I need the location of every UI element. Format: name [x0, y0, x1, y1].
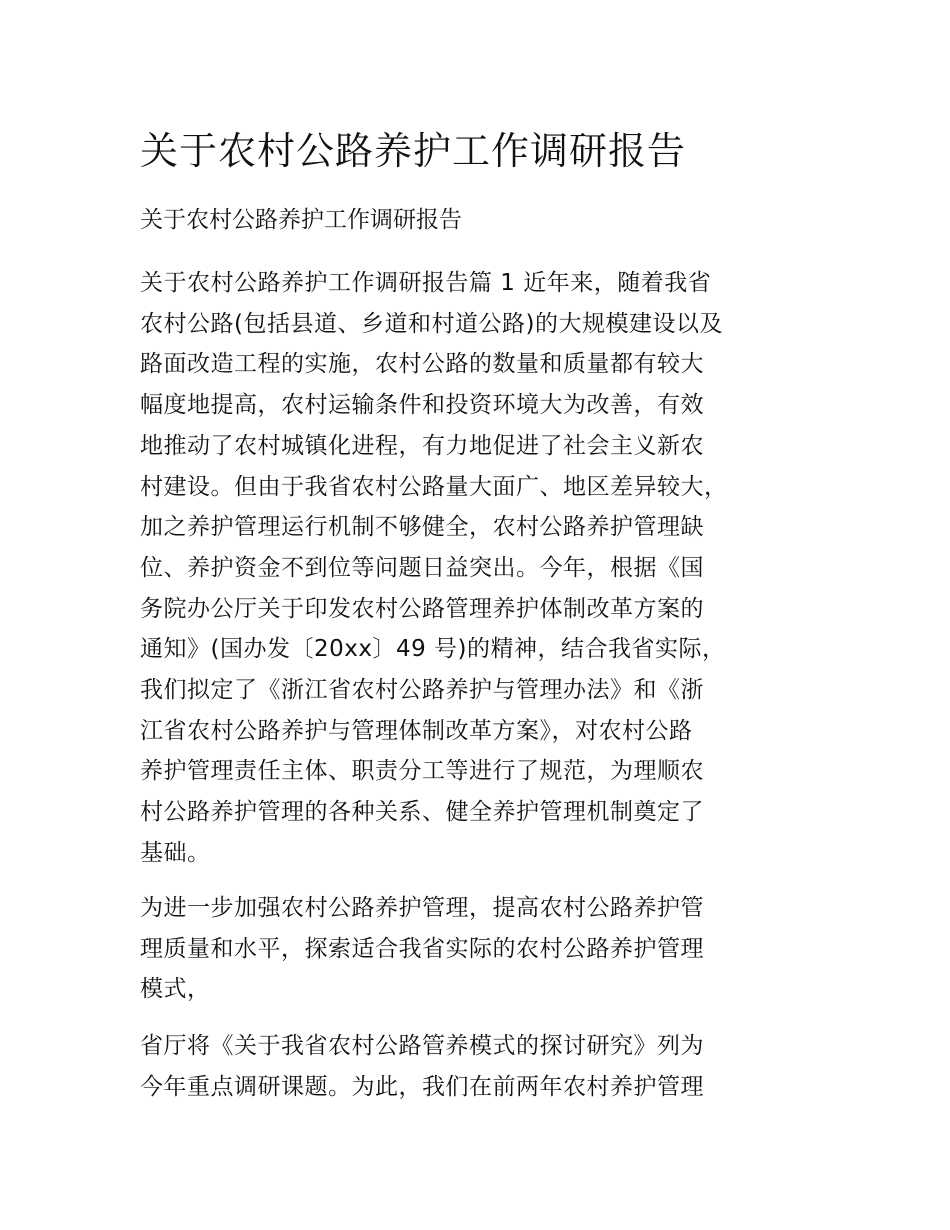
paragraph-line: 省厅将《关于我省农村公路管养模式的探讨研究》列为 [140, 1033, 704, 1059]
paragraph-line: 为进一步加强农村公路养护管理，提高农村公路养护管 [140, 895, 704, 921]
paragraph-line: 务院办公厅关于印发农村公路管理养护体制改革方案的 [140, 595, 704, 622]
paragraph-1 [140, 263, 728, 874]
paragraph-line: 村公路养护管理的各种关系、健全养护管理机制奠定了 [140, 799, 704, 826]
paragraph-line: 模式， [140, 976, 211, 1003]
paragraph-line: 农村公路(包括县道、乡道和村道公路)的大规模建设以及 [140, 310, 723, 337]
paragraph-2 [140, 888, 704, 1010]
paragraph-line: 理质量和水平，探索适合我省实际的农村公路养护管理 [140, 935, 704, 962]
paragraph-line: 路面改造工程的实施，农村公路的数量和质量都有较大 [140, 351, 704, 378]
paragraph-line: 基础。 [140, 839, 211, 866]
paragraph-line: 关于农村公路养护工作调研报告篇 1 近年来，随着我省 [140, 270, 712, 296]
paragraph-3 [140, 1026, 704, 1107]
paragraph-line: 我们拟定了《浙江省农村公路养护与管理办法》和《浙 [140, 677, 704, 704]
document-title: 关于农村公路养护工作调研报告 [140, 129, 687, 173]
paragraph-line: 幅度地提高，农村运输条件和投资环境大为改善，有效 [140, 392, 704, 419]
paragraph-line: 今年重点调研课题。为此，我们在前两年农村养护管理 [140, 1073, 704, 1100]
paragraph-line: 养护管理责任主体、职责分工等进行了规范，为理顺农 [140, 758, 704, 785]
paragraph-line: 位、养护资金不到位等问题日益突出。今年，根据《国 [140, 554, 704, 581]
paragraph-line: 村建设。但由于我省农村公路量大面广、地区差异较大， [140, 473, 728, 500]
paragraph-line: 加之养护管理运行机制不够健全，农村公路养护管理缺 [140, 514, 704, 541]
document-subtitle: 关于农村公路养护工作调研报告 [140, 207, 462, 233]
paragraph-line: 地推动了农村城镇化进程，有力地促进了社会主义新农 [140, 432, 704, 459]
paragraph-line: 江省农村公路养护与管理体制改革方案》，对农村公路 [140, 717, 693, 744]
paragraph-line: 通知》(国办发〔20xx〕49 号)的精神，结合我省实际， [140, 636, 726, 663]
